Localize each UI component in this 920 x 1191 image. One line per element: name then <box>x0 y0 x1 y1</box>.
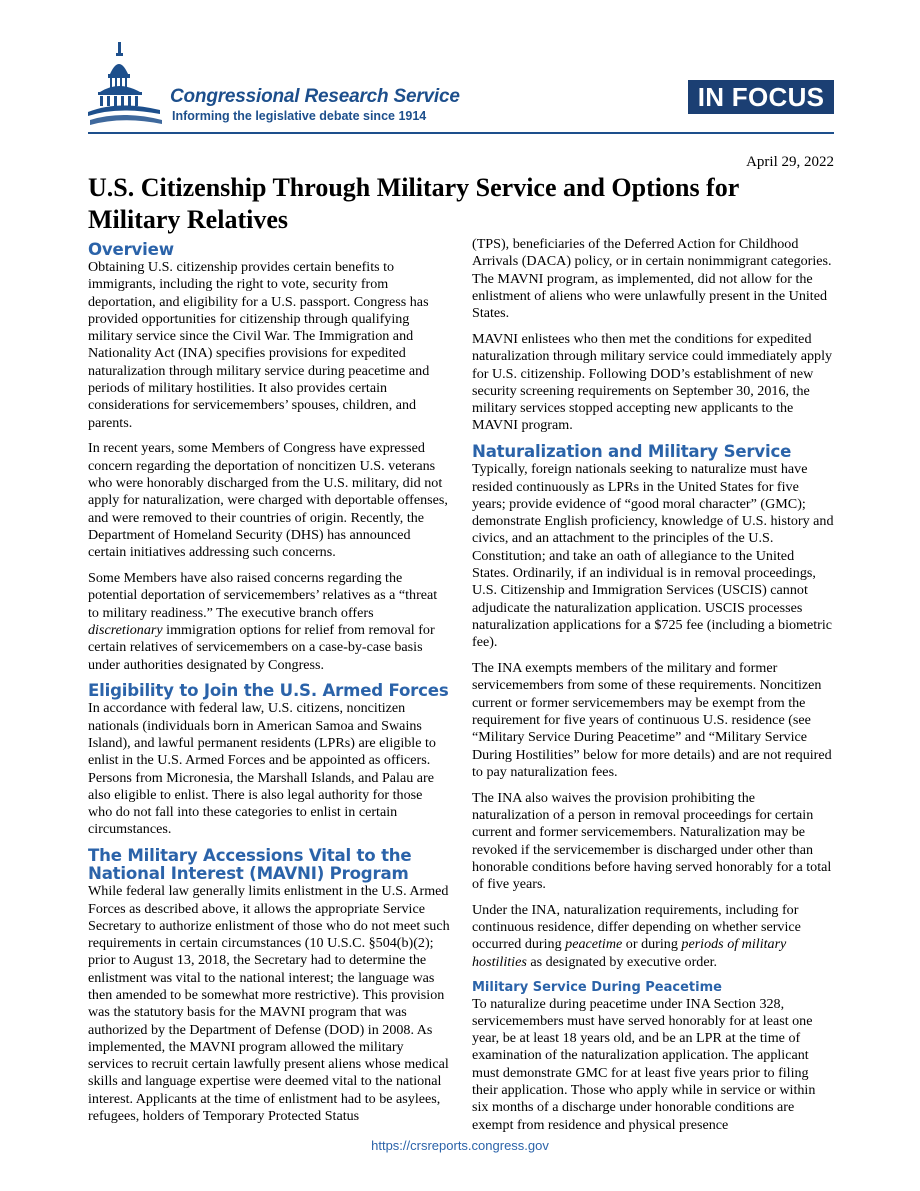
text-run: or during <box>622 936 682 953</box>
heading-overview: Overview <box>88 240 174 259</box>
emphasis-text: discretionary <box>88 621 163 638</box>
paragraph <box>472 902 834 971</box>
text-run: Some Members have also raised concerns regarding the potential deportation of servicemembers’ relatives as a “threat to military readiness.” The executive branch offers <box>88 570 438 621</box>
header-divider <box>88 132 834 134</box>
paragraph: In accordance with federal law, U.S. citizens, noncitizen nationals (individuals born in American Samoa and Swains Island), and lawful permanent residents (LPRs) are eligible to enlist in the U.S. Armed Forces and be appointed as officers. Persons from Micronesia, the Marshall Islands, and Palau are also eligible to enlist. There is also legal authority for those who do not fall into these categories to enlist in certain circumstances. <box>88 700 436 838</box>
footer-link[interactable]: https://crsreports.congress.gov <box>371 1138 549 1153</box>
text-run: as designated by executive order. <box>526 953 718 970</box>
heading-mavni: The Military Accessions Vital to the National Interest (MAVNI) Program <box>88 846 412 884</box>
paragraph: Obtaining U.S. citizenship provides certain benefits to immigrants, including the right to vote, security from deportation, and eligibility for a U.S. passport. Congress has provided opportunities for citizenship through qualifying military service since the Civil War. The Immigration and Nationality Act (INA) specifies provisions for expedited naturalization through military service during peacetime and periods of military hostilities. It also provides certain considerations for servicemembers’ spouses, children, and parents. <box>88 259 430 431</box>
paragraph: MAVNI enlistees who then met the conditions for expedited naturalization through military service could immediately apply for U.S. citizenship. Following DOD’s establishment of new security screening requirements on September 30, 2016, the military services stopped accepting new applicants to the MAVNI program. <box>472 330 833 434</box>
in-focus-badge: IN FOCUS <box>688 80 834 114</box>
paragraph: Typically, foreign nationals seeking to naturalize must have resided continuously as LPRs in the United States for five years; provide evidence of “good moral character” (GMC); demonstrate English proficiency, knowledge of U.S. history and civics, and an attachment to the principles of the U.S. Constitution; and take an oath of allegiance to the United States. Ordinarily, if an individual is in removal proceedings, U.S. Citizenship and Immigration Services (USCIS) cannot adjudicate the naturalization application. USCIS processes naturalization applications for a $725 fee (including a biometric fee). <box>472 461 834 651</box>
paragraph: (TPS), beneficiaries of the Deferred Action for Childhood Arrivals (DACA) policy, or in certain nonimmigrant categories. The MAVNI program, as implemented, did not allow for the enlistment of aliens who were unlawfully present in the United States. <box>472 236 832 322</box>
paragraph: The INA also waives the provision prohibiting the naturalization of a person in removal proceedings for certain current and former servicemembers. Naturalization may be revoked if the servicemember is discharged under other than honorable conditions before having served honorably for a total of five years. <box>472 789 832 893</box>
subheading-peacetime: Military Service During Peacetime <box>472 979 722 995</box>
heading-eligibility: Eligibility to Join the U.S. Armed Forces <box>88 681 449 701</box>
emphasis-text: periods of military hostilities <box>472 936 787 970</box>
paragraph: The INA exempts members of the military and former servicemembers from some of these requirements. Noncitizen current or former servicemembers may be exempt from the requirement for five years of continuous U.S. residence (see “Military Service During Peacetime” and “Military Service During Hostilities” below for more details) and are not required to pay naturalization fees. <box>472 660 832 780</box>
paragraph: In recent years, some Members of Congress have expressed concern regarding the deportation of noncitizen U.S. veterans who were honorably discharged from the U.S. military, did not apply for naturalization, were charged with deportable offenses, and were removed to their countries of origin. Recently, the Department of Homeland Security (DHS) has announced certain initiatives addressing such concerns. <box>88 440 448 561</box>
emphasis-text: peacetime <box>565 936 623 953</box>
paragraph: While federal law generally limits enlistment in the U.S. Armed Forces as described above, it allows the appropriate Service Secretary to authorize enlistment of those who do not meet such requirements in certain circumstances (10 U.S.C. §504(b)(2); prior to August 13, 2018, the Secretary had to determine the enlistment was vital to the national interest; the language was then amended to be somewhat more restrictive). This provision was the statutory basis for the MAVNI program that was authorized by the Department of Defense (DOD) in 2008. As implemented, the MAVNI program allowed the military services to recruit certain lawfully present aliens whose medical skills and language expertise were deemed vital to the national interest. Applicants at the time of enlistment had to be asylees, refugees, holders of Temporary Protected Status <box>88 883 450 1125</box>
page-title: U.S. Citizenship Through Military Service and Options for Military Relatives <box>88 173 739 234</box>
text-run: Under the INA, naturalization requirements, including for continuous residence, differ depending on whether service occurred during <box>472 901 801 953</box>
right-column <box>472 236 834 1142</box>
paragraph <box>88 570 450 674</box>
crs-logo-capitol-dome-icon <box>88 40 168 130</box>
publication-date: April 29, 2022 <box>746 154 834 170</box>
left-column <box>88 240 450 1134</box>
org-name: Congressional Research Service <box>170 86 460 107</box>
heading-naturalization: Naturalization and Military Service <box>472 442 792 462</box>
org-tagline: Informing the legislative debate since 1914 <box>172 109 427 123</box>
paragraph: To naturalize during peacetime under INA Section 328, servicemembers must have served honorably for at least one year, be at least 18 years old, and be an LPR at the time of examination of the naturalization application. The applicant must demonstrate GMC for at least five years prior to filing their application. Those who apply while in service or within six months of a discharge under honorable conditions are exempt from residence and physical presence <box>472 995 816 1133</box>
text-run: immigration options for relief from removal for certain relatives of servicemembers on a case-by-case basis under authorities designated by Congress. <box>88 621 435 673</box>
